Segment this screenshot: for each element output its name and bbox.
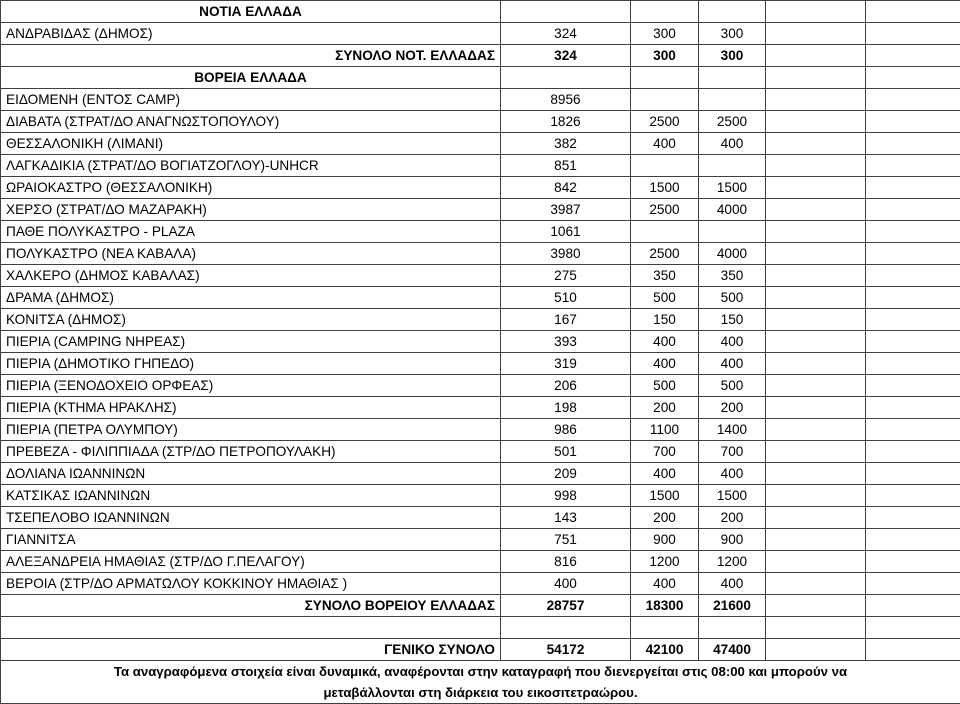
value-capacity-a: 400 [631, 331, 699, 353]
value-current: 324 [501, 23, 631, 45]
table-row [1, 177, 960, 199]
value-capacity-a [631, 89, 699, 111]
empty-cell [866, 221, 960, 243]
empty-cell [866, 331, 960, 353]
value-current: 1061 [501, 221, 631, 243]
empty-cell [866, 67, 960, 89]
grand-total-row [1, 639, 960, 661]
value-capacity-a [631, 155, 699, 177]
value-capacity-a: 500 [631, 287, 699, 309]
site-name: ΠΙΕΡΙΑ (ΚΤΗΜΑ ΗΡΑΚΛΗΣ) [1, 397, 501, 419]
empty-cell [866, 639, 960, 661]
empty-cell [766, 287, 866, 309]
empty-cell [766, 89, 866, 111]
site-name: ΔΟΛΙΑΝΑ ΙΩΑΝΝΙΝΩΝ [1, 463, 501, 485]
empty-cell [766, 133, 866, 155]
empty-cell [866, 529, 960, 551]
empty-cell [699, 617, 766, 639]
empty-cell [766, 529, 866, 551]
section-header-row [1, 1, 960, 23]
value-capacity-b: 4000 [699, 243, 766, 265]
empty-cell [866, 485, 960, 507]
value-capacity-b: 700 [699, 441, 766, 463]
empty-cell [766, 199, 866, 221]
table-row [1, 309, 960, 331]
section-total-current: 324 [501, 45, 631, 67]
table-row [1, 507, 960, 529]
empty-cell [866, 1, 960, 23]
empty-cell [866, 375, 960, 397]
section-header-label: ΝΟΤΙΑ ΕΛΛΑΔΑ [1, 1, 501, 23]
value-current: 382 [501, 133, 631, 155]
site-name: ΑΝΔΡΑΒΙΔΑΣ (ΔΗΜΟΣ) [1, 23, 501, 45]
empty-cell [866, 441, 960, 463]
value-capacity-a: 2500 [631, 199, 699, 221]
spacer-row [1, 617, 960, 639]
empty-cell [866, 177, 960, 199]
grand-total-label: ΓΕΝΙΚΟ ΣΥΝΟΛΟ [1, 639, 501, 661]
footnote-line-1: Τα αναγραφόμενα στοιχεία είναι δυναμικά, αναφέρονται στην καταγραφή που διενεργείται στις 08:00 και μπορούν να [6, 661, 955, 682]
value-capacity-b: 200 [699, 397, 766, 419]
value-current: 510 [501, 287, 631, 309]
empty-cell [766, 595, 866, 617]
value-capacity-b [699, 221, 766, 243]
value-capacity-a: 500 [631, 375, 699, 397]
table-row [1, 89, 960, 111]
site-name: ΓΙΑΝΝΙΤΣΑ [1, 529, 501, 551]
empty-cell [766, 309, 866, 331]
table-row [1, 419, 960, 441]
value-capacity-a: 200 [631, 397, 699, 419]
empty-cell [766, 573, 866, 595]
site-name: ΠΑΘΕ ΠΟΛΥΚΑΣΤΡΟ - PLAZA [1, 221, 501, 243]
value-capacity-b: 1500 [699, 485, 766, 507]
site-name: ΑΛΕΞΑΝΔΡΕΙΑ ΗΜΑΘΙΑΣ (ΣΤΡ/ΔΟ Γ.ΠΕΛΑΓΟΥ) [1, 551, 501, 573]
empty-cell [866, 155, 960, 177]
value-capacity-b: 150 [699, 309, 766, 331]
empty-cell [866, 45, 960, 67]
table-row [1, 155, 960, 177]
value-capacity-a: 350 [631, 265, 699, 287]
empty-cell [766, 45, 866, 67]
empty-cell [766, 485, 866, 507]
table-row [1, 111, 960, 133]
section-header-row [1, 67, 960, 89]
empty-cell [766, 265, 866, 287]
site-name: ΧΑΛΚΕΡΟ (ΔΗΜΟΣ ΚΑΒΑΛΑΣ) [1, 265, 501, 287]
site-name: ΠΟΛΥΚΑΣΤΡΟ (ΝΕΑ ΚΑΒΑΛΑ) [1, 243, 501, 265]
value-current: 851 [501, 155, 631, 177]
empty-cell [766, 155, 866, 177]
section-total-capacity-b: 21600 [699, 595, 766, 617]
value-capacity-b [699, 89, 766, 111]
empty-cell [766, 331, 866, 353]
site-name: ΠΙΕΡΙΑ (ΞΕΝΟΔΟΧΕΙΟ ΟΡΦΕΑΣ) [1, 375, 501, 397]
table-row [1, 551, 960, 573]
empty-cell [866, 573, 960, 595]
value-capacity-b: 500 [699, 287, 766, 309]
value-capacity-a: 400 [631, 353, 699, 375]
empty-cell [866, 507, 960, 529]
value-capacity-b: 1400 [699, 419, 766, 441]
empty-cell [866, 23, 960, 45]
site-name: ΛΑΓΚΑΔΙΚΙΑ (ΣΤΡΑΤ/ΔΟ ΒΟΓΙΑΤΖΟΓΛΟΥ)-UNHCR [1, 155, 501, 177]
section-total-capacity-a: 18300 [631, 595, 699, 617]
table-body [1, 1, 960, 704]
site-name: ΤΣΕΠΕΛΟΒΟ ΙΩΑΝΝΙΝΩΝ [1, 507, 501, 529]
site-name: ΧΕΡΣΟ (ΣΤΡΑΤ/ΔΟ ΜΑΖΑΡΑΚΗ) [1, 199, 501, 221]
value-current: 751 [501, 529, 631, 551]
site-name: ΒΕΡΟΙΑ (ΣΤΡ/ΔΟ ΑΡΜΑΤΩΛΟΥ ΚΟΚΚΙΝΟΥ ΗΜΑΘΙΑΣ ) [1, 573, 501, 595]
table-row [1, 463, 960, 485]
empty-cell [766, 375, 866, 397]
empty-cell [866, 463, 960, 485]
table-row [1, 133, 960, 155]
empty-cell [766, 23, 866, 45]
empty-cell [766, 441, 866, 463]
value-current: 206 [501, 375, 631, 397]
value-current: 319 [501, 353, 631, 375]
value-capacity-b: 350 [699, 265, 766, 287]
value-capacity-a: 2500 [631, 111, 699, 133]
empty-cell [699, 67, 766, 89]
empty-cell [766, 221, 866, 243]
value-current: 167 [501, 309, 631, 331]
value-capacity-b: 900 [699, 529, 766, 551]
empty-cell [501, 617, 631, 639]
value-current: 400 [501, 573, 631, 595]
value-capacity-b: 1500 [699, 177, 766, 199]
value-current: 3987 [501, 199, 631, 221]
value-current: 3980 [501, 243, 631, 265]
empty-cell [631, 1, 699, 23]
table-row [1, 265, 960, 287]
table-row [1, 243, 960, 265]
value-capacity-b: 400 [699, 463, 766, 485]
empty-cell [866, 243, 960, 265]
empty-cell [866, 397, 960, 419]
value-capacity-b: 400 [699, 573, 766, 595]
empty-cell [866, 595, 960, 617]
site-name: ΔΡΑΜΑ (ΔΗΜΟΣ) [1, 287, 501, 309]
empty-cell [501, 67, 631, 89]
value-capacity-b: 1200 [699, 551, 766, 573]
site-name: ΚΟΝΙΤΣΑ (ΔΗΜΟΣ) [1, 309, 501, 331]
value-capacity-a: 400 [631, 573, 699, 595]
value-current: 275 [501, 265, 631, 287]
section-total-label: ΣΥΝΟΛΟ ΝΟΤ. ΕΛΛΑΔΑΣ [1, 45, 501, 67]
value-current: 8956 [501, 89, 631, 111]
value-capacity-a: 900 [631, 529, 699, 551]
empty-cell [766, 243, 866, 265]
empty-cell [866, 111, 960, 133]
site-name: ΠΙΕΡΙΑ (CAMPING ΝΗΡΕΑΣ) [1, 331, 501, 353]
value-current: 842 [501, 177, 631, 199]
empty-cell [766, 111, 866, 133]
footnote-row [1, 661, 960, 704]
site-name: ΚΑΤΣΙΚΑΣ ΙΩΑΝΝΙΝΩΝ [1, 485, 501, 507]
empty-cell [766, 507, 866, 529]
value-capacity-b: 400 [699, 331, 766, 353]
empty-cell [766, 177, 866, 199]
value-current: 143 [501, 507, 631, 529]
table-row [1, 287, 960, 309]
empty-cell [866, 133, 960, 155]
value-capacity-b [699, 155, 766, 177]
empty-cell [866, 353, 960, 375]
empty-cell [501, 1, 631, 23]
value-capacity-a: 200 [631, 507, 699, 529]
value-current: 986 [501, 419, 631, 441]
table-row [1, 573, 960, 595]
empty-cell [866, 617, 960, 639]
value-current: 1826 [501, 111, 631, 133]
empty-cell [766, 419, 866, 441]
value-capacity-b: 500 [699, 375, 766, 397]
value-capacity-a: 2500 [631, 243, 699, 265]
value-current: 816 [501, 551, 631, 573]
empty-cell [631, 67, 699, 89]
table-row [1, 199, 960, 221]
empty-cell [766, 551, 866, 573]
value-capacity-a: 400 [631, 133, 699, 155]
value-capacity-b: 4000 [699, 199, 766, 221]
grand-total-current: 54172 [501, 639, 631, 661]
site-name: ΩΡΑΙΟΚΑΣΤΡΟ (ΘΕΣΣΑΛΟΝΙΚΗ) [1, 177, 501, 199]
footnote-line-2: μεταβάλλονται στη διάρκεια του εικοσιτετραώρου. [6, 682, 955, 703]
table-row [1, 485, 960, 507]
empty-cell [866, 551, 960, 573]
value-capacity-a: 1200 [631, 551, 699, 573]
value-capacity-a: 400 [631, 463, 699, 485]
empty-cell [766, 639, 866, 661]
footnote-cell [1, 661, 960, 704]
value-current: 998 [501, 485, 631, 507]
value-current: 501 [501, 441, 631, 463]
section-total-row [1, 595, 960, 617]
site-name: ΕΙΔΟΜΕΝΗ (ΕΝΤΟΣ CAMP) [1, 89, 501, 111]
value-capacity-b: 2500 [699, 111, 766, 133]
grand-total-capacity-a: 42100 [631, 639, 699, 661]
value-capacity-a: 1100 [631, 419, 699, 441]
value-capacity-a: 150 [631, 309, 699, 331]
table-row [1, 353, 960, 375]
value-current: 209 [501, 463, 631, 485]
value-capacity-b: 400 [699, 133, 766, 155]
table-row [1, 23, 960, 45]
empty-cell [766, 397, 866, 419]
empty-cell [631, 617, 699, 639]
value-current: 198 [501, 397, 631, 419]
empty-cell [866, 419, 960, 441]
grand-total-capacity-b: 47400 [699, 639, 766, 661]
table-row [1, 375, 960, 397]
section-total-current: 28757 [501, 595, 631, 617]
section-total-capacity-b: 300 [699, 45, 766, 67]
value-capacity-a: 700 [631, 441, 699, 463]
table-row [1, 397, 960, 419]
empty-cell [866, 309, 960, 331]
empty-cell [866, 265, 960, 287]
section-total-row [1, 45, 960, 67]
site-name: ΠΡΕΒΕΖΑ - ΦΙΛΙΠΠΙΑΔΑ (ΣΤΡ/ΔΟ ΠΕΤΡΟΠΟΥΛΑΚΗ) [1, 441, 501, 463]
value-capacity-a: 1500 [631, 485, 699, 507]
site-name: ΘΕΣΣΑΛΟΝΙΚΗ (ΛΙΜΑΝΙ) [1, 133, 501, 155]
site-name: ΠΙΕΡΙΑ (ΠΕΤΡΑ ΟΛΥΜΠΟΥ) [1, 419, 501, 441]
empty-cell [699, 1, 766, 23]
empty-cell [766, 353, 866, 375]
value-current: 393 [501, 331, 631, 353]
empty-cell [866, 199, 960, 221]
empty-cell [866, 89, 960, 111]
table-row [1, 221, 960, 243]
value-capacity-b: 200 [699, 507, 766, 529]
value-capacity-a: 1500 [631, 177, 699, 199]
value-capacity-b: 300 [699, 23, 766, 45]
value-capacity-b: 400 [699, 353, 766, 375]
empty-cell [766, 617, 866, 639]
section-total-label: ΣΥΝΟΛΟ ΒΟΡΕΙΟΥ ΕΛΛΑΔΑΣ [1, 595, 501, 617]
table-row [1, 331, 960, 353]
value-capacity-a: 300 [631, 23, 699, 45]
site-name: ΠΙΕΡΙΑ (ΔΗΜΟΤΙΚΟ ΓΗΠΕΔΟ) [1, 353, 501, 375]
empty-cell [866, 287, 960, 309]
empty-cell [1, 617, 501, 639]
table-row [1, 441, 960, 463]
value-capacity-a [631, 221, 699, 243]
section-header-label: ΒΟΡΕΙΑ ΕΛΛΑΔΑ [1, 67, 501, 89]
site-name: ΔΙΑΒΑΤΑ (ΣΤΡΑΤ/ΔΟ ΑΝΑΓΝΩΣΤΟΠΟΥΛΟΥ) [1, 111, 501, 133]
empty-cell [766, 67, 866, 89]
empty-cell [766, 1, 866, 23]
section-total-capacity-a: 300 [631, 45, 699, 67]
table-row [1, 529, 960, 551]
empty-cell [766, 463, 866, 485]
